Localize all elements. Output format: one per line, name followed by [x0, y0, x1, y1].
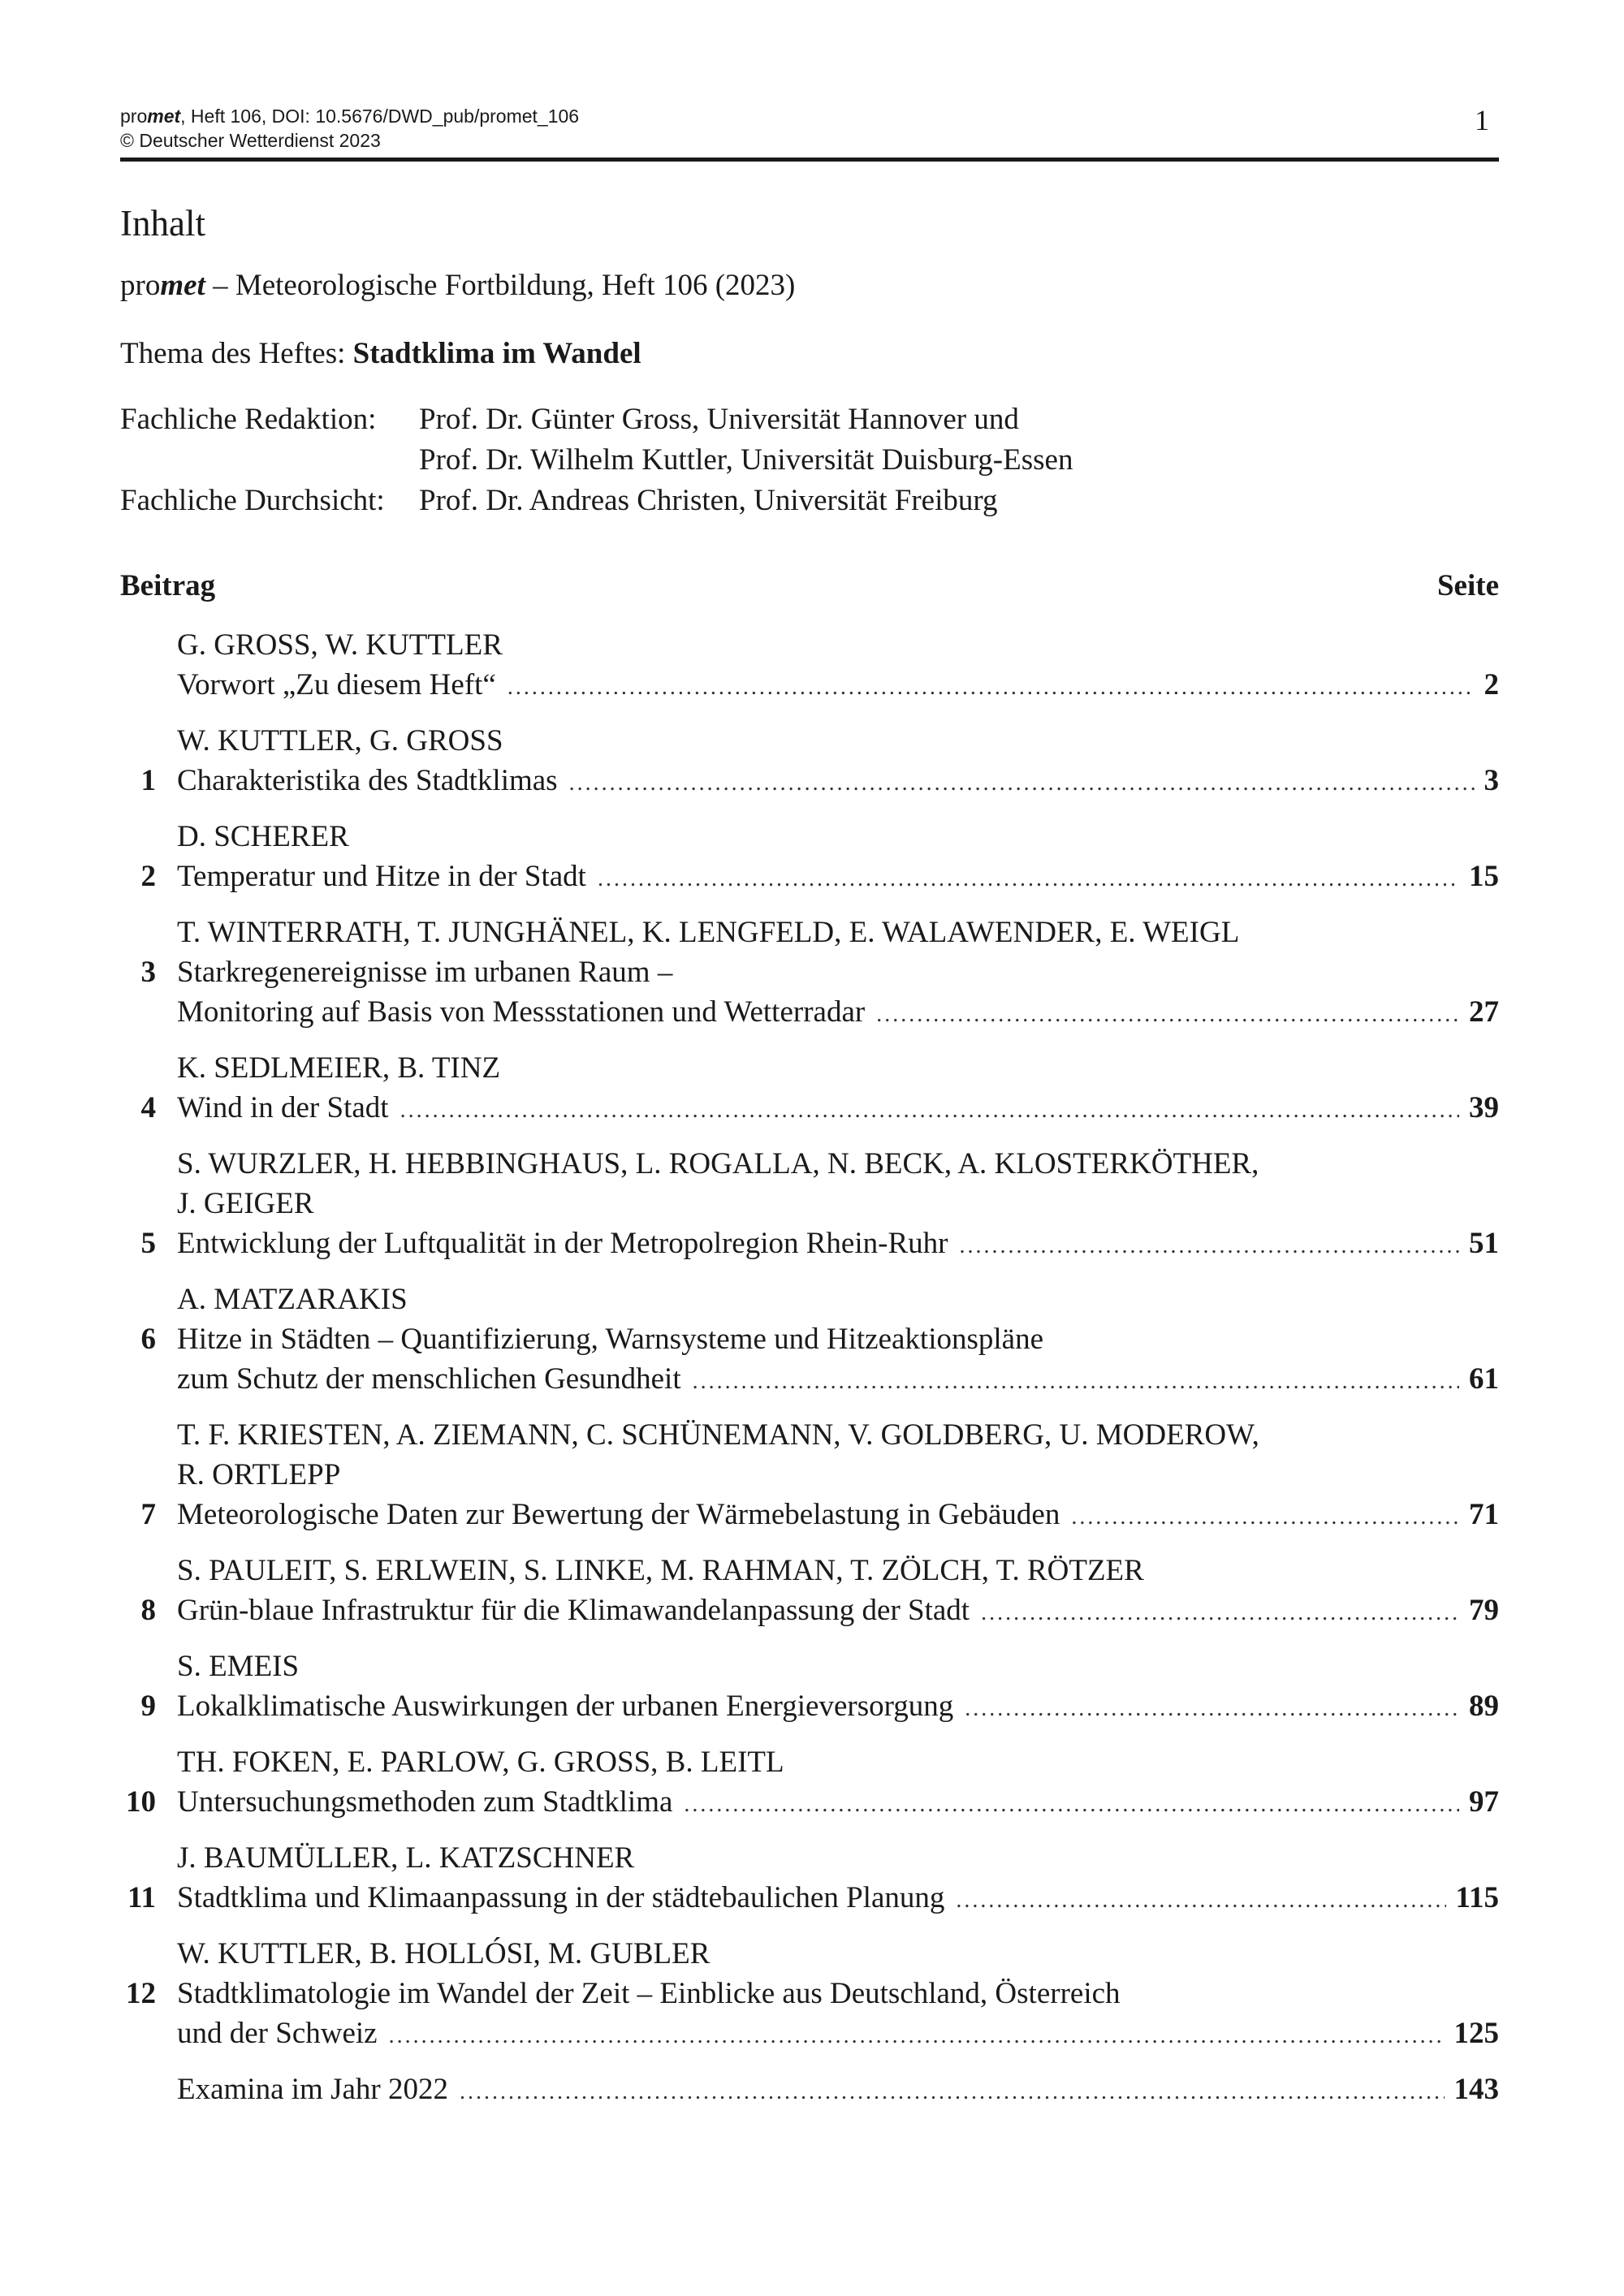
toc-entry-number: 4	[140, 1091, 156, 1124]
toc-title-line	[120, 857, 1499, 896]
toc-title-text: Untersuchungsmethoden zum Stadtklima	[177, 1785, 673, 1819]
brand-met: met	[160, 269, 205, 302]
brand-pro: pro	[120, 106, 148, 127]
toc-page-number: 27	[1469, 995, 1499, 1029]
toc-entry[interactable]	[120, 1415, 1499, 1534]
toc-entry[interactable]	[120, 625, 1499, 705]
toc-authors: S. EMEIS	[177, 1650, 300, 1683]
toc-entry-number: 11	[127, 1881, 156, 1914]
toc-authors: G. GROSS, W. KUTTLER	[177, 628, 503, 662]
dot-leader	[684, 1785, 1459, 1824]
toc-entry[interactable]	[120, 1742, 1499, 1822]
toc-entry-number: 7	[140, 1498, 156, 1531]
toc-title	[177, 992, 1499, 1034]
toc-entry[interactable]	[120, 1934, 1499, 2053]
dot-leader	[876, 995, 1459, 1034]
toc-title-text: Meteorologische Daten zur Bewertung der Wärmebelastung in Gebäuden	[177, 1498, 1060, 1531]
toc-title	[177, 2013, 1499, 2056]
toc-title	[177, 1782, 1499, 1824]
page-header	[120, 104, 1499, 153]
toc-title	[177, 1686, 1499, 1728]
toc-title-text: Vorwort „Zu diesem Heft“	[177, 668, 496, 701]
toc-authors-line	[120, 1742, 1499, 1782]
toc-entry[interactable]	[120, 1551, 1499, 1630]
copyright-line: © Deutscher Wetterdienst 2023	[120, 130, 381, 151]
toc-page-number: 143	[1453, 2073, 1499, 2106]
credit-label-spacer	[120, 440, 419, 481]
toc-title	[177, 1590, 1499, 1633]
toc-authors-line	[120, 1455, 1499, 1495]
toc-title	[177, 857, 1499, 899]
toc-title-text: Monitoring auf Basis von Messstationen und Wetterradar	[177, 995, 866, 1029]
toc-page-number: 39	[1469, 1091, 1499, 1124]
page-number: 1	[1475, 104, 1489, 136]
dot-leader	[460, 2072, 1445, 2112]
toc-title-line	[120, 1878, 1499, 1918]
toc-entry-number: 5	[140, 1227, 156, 1260]
toc-title-line	[120, 1495, 1499, 1534]
toc-authors-line	[120, 913, 1499, 952]
toc-title-line	[120, 1359, 1499, 1399]
toc-entry[interactable]	[120, 817, 1499, 896]
toc-authors: R. ORTLEPP	[177, 1458, 341, 1491]
toc-title-text: Charakteristika des Stadtklimas	[177, 764, 558, 797]
toc-authors-line	[120, 1048, 1499, 1088]
toc-title	[177, 1224, 1499, 1266]
toc-title-line	[120, 1686, 1499, 1726]
dot-leader	[389, 2016, 1445, 2056]
toc-authors-line	[120, 1280, 1499, 1319]
issue-theme	[120, 336, 641, 372]
toc-authors: T. WINTERRATH, T. JUNGHÄNEL, K. LENGFELD, E. WALAWENDER, E. WEIGL	[177, 916, 1240, 949]
dot-leader	[965, 1689, 1459, 1728]
dot-leader	[959, 1226, 1459, 1266]
toc-authors: K. SEDLMEIER, B. TINZ	[177, 1051, 501, 1085]
dot-leader	[956, 1880, 1445, 1920]
toc-title-line	[120, 952, 1499, 992]
toc-authors: S. WURZLER, H. HEBBINGHAUS, L. ROGALLA, N. BECK, A. KLOSTERKÖTHER,	[177, 1147, 1259, 1180]
toc-entry-number: 6	[140, 1323, 156, 1356]
toc-entry[interactable]	[120, 1280, 1499, 1399]
toc-authors: S. PAULEIT, S. ERLWEIN, S. LINKE, M. RAHMAN, T. ZÖLCH, T. RÖTZER	[177, 1554, 1144, 1587]
toc-page-number: 61	[1469, 1362, 1499, 1396]
toc-column-headers	[120, 568, 1499, 604]
dot-leader	[400, 1090, 1459, 1130]
toc-title-text: Wind in der Stadt	[177, 1091, 389, 1124]
toc-title-text: Grün-blaue Infrastruktur für die Klimawandelanpassung der Stadt	[177, 1594, 970, 1627]
toc-title	[177, 2069, 1499, 2112]
toc-authors-line	[120, 1144, 1499, 1184]
toc-page-number: 3	[1484, 764, 1499, 797]
page-title: Inhalt	[120, 203, 205, 244]
toc-title-line	[120, 665, 1499, 705]
toc-page-number: 97	[1469, 1785, 1499, 1819]
dot-leader	[981, 1593, 1459, 1633]
toc-title-line	[120, 1088, 1499, 1128]
toc-title-line	[120, 1590, 1499, 1630]
toc-page-number: 125	[1453, 2017, 1499, 2050]
issue-subtitle	[120, 268, 795, 304]
toc-title-line	[120, 2069, 1499, 2109]
toc-authors: TH. FOKEN, E. PARLOW, G. GROSS, B. LEITL	[177, 1746, 784, 1779]
header-divider	[120, 158, 1499, 162]
toc-authors: A. MATZARAKIS	[177, 1283, 408, 1316]
toc-title-text: und der Schweiz	[177, 2017, 378, 2050]
dot-leader	[598, 859, 1459, 899]
dot-leader	[693, 1362, 1459, 1401]
toc-title-line	[120, 761, 1499, 801]
editorial-credits	[120, 399, 1073, 521]
toc-entry-number: 2	[140, 860, 156, 893]
toc-page-number: 15	[1469, 860, 1499, 893]
toc-title-line	[120, 1224, 1499, 1263]
toc-page-number: 2	[1484, 668, 1499, 701]
toc-title: Stadtklimatologie im Wandel der Zeit – Einblicke aus Deutschland, Österreich	[177, 1977, 1121, 2010]
toc-page-number: 115	[1455, 1881, 1499, 1914]
dot-leader	[508, 667, 1475, 707]
toc-title-text: Temperatur und Hitze in der Stadt	[177, 860, 586, 893]
toc-page-number: 89	[1469, 1690, 1499, 1723]
toc-title-text: Stadtklima und Klimaanpassung in der städtebaulichen Planung	[177, 1881, 945, 1914]
toc-authors-line	[120, 1551, 1499, 1590]
toc-title	[177, 665, 1499, 707]
toc-title-text: Entwicklung der Luftqualität in der Metropolregion Rhein-Ruhr	[177, 1227, 948, 1260]
theme-value: Stadtklima im Wandel	[352, 337, 641, 370]
toc-entry-number: 12	[126, 1977, 156, 2010]
credit-value: Prof. Dr. Wilhelm Kuttler, Universität Duisburg-Essen	[419, 443, 1073, 477]
credit-label: Fachliche Redaktion:	[120, 403, 377, 436]
toc-authors: J. GEIGER	[177, 1187, 314, 1220]
toc-title-text: zum Schutz der menschlichen Gesundheit	[177, 1362, 681, 1396]
toc-entry[interactable]	[120, 721, 1499, 801]
toc-title-line	[120, 992, 1499, 1032]
column-header-beitrag: Beitrag	[120, 569, 216, 602]
toc-page-number: 51	[1469, 1227, 1499, 1260]
toc-title	[177, 1359, 1499, 1401]
toc-entry-number: 3	[140, 956, 156, 989]
toc-title-line	[120, 1782, 1499, 1822]
table-of-contents	[120, 625, 1499, 2126]
dot-leader	[1071, 1497, 1459, 1537]
theme-label: Thema des Heftes:	[120, 337, 353, 370]
toc-title	[177, 1088, 1499, 1130]
credit-row	[120, 399, 1073, 440]
toc-entry-number: 8	[140, 1594, 156, 1627]
toc-entry[interactable]	[120, 1048, 1499, 1128]
toc-title	[177, 1495, 1499, 1537]
toc-entry[interactable]	[120, 913, 1499, 1032]
toc-entry[interactable]	[120, 1646, 1499, 1726]
toc-title: Starkregenereignisse im urbanen Raum –	[177, 956, 673, 989]
credit-row	[120, 481, 1073, 521]
toc-authors: T. F. KRIESTEN, A. ZIEMANN, C. SCHÜNEMANN, V. GOLDBERG, U. MODEROW,	[177, 1418, 1259, 1452]
toc-authors-line	[120, 625, 1499, 665]
toc-entry-number: 1	[140, 764, 156, 797]
toc-entry[interactable]	[120, 1144, 1499, 1263]
credit-value: Prof. Dr. Günter Gross, Universität Hannover und	[419, 403, 1019, 436]
dot-leader	[569, 763, 1475, 803]
toc-authors-line	[120, 817, 1499, 857]
toc-authors: D. SCHERER	[177, 820, 349, 853]
toc-page-number: 79	[1469, 1594, 1499, 1627]
subtitle-text: – Meteorologische Fortbildung, Heft 106 (2023)	[205, 269, 796, 302]
brand-met: met	[147, 106, 181, 127]
toc-title-line	[120, 1974, 1499, 2013]
toc-entry[interactable]	[120, 2069, 1499, 2109]
column-header-seite: Seite	[1436, 569, 1499, 602]
doi-text: , Heft 106, DOI: 10.5676/DWD_pub/promet_106	[180, 106, 580, 127]
toc-title: Hitze in Städten – Quantifizierung, Warnsysteme und Hitzeaktionspläne	[177, 1323, 1044, 1356]
toc-title-text: Lokalklimatische Auswirkungen der urbanen Energieversorgung	[177, 1690, 954, 1723]
toc-title-line	[120, 2013, 1499, 2053]
toc-authors-line	[120, 1646, 1499, 1686]
toc-page-number: 71	[1469, 1498, 1499, 1531]
toc-authors-line	[120, 721, 1499, 761]
toc-authors: W. KUTTLER, B. HOLLÓSI, M. GUBLER	[177, 1937, 710, 1970]
toc-entry-number: 9	[140, 1690, 156, 1723]
toc-authors: W. KUTTLER, G. GROSS	[177, 724, 503, 757]
credit-label: Fachliche Durchsicht:	[120, 484, 385, 517]
toc-authors: J. BAUMÜLLER, L. KATZSCHNER	[177, 1841, 635, 1875]
toc-authors-line	[120, 1838, 1499, 1878]
toc-entry[interactable]	[120, 1838, 1499, 1918]
publication-info	[120, 104, 1499, 153]
toc-entry-number: 10	[126, 1785, 156, 1819]
publication-line	[120, 104, 1499, 128]
toc-title-line	[120, 1319, 1499, 1359]
toc-authors-line	[120, 1415, 1499, 1455]
toc-title	[177, 1878, 1499, 1920]
credit-row	[120, 440, 1073, 481]
toc-title	[177, 761, 1499, 803]
toc-authors-line	[120, 1934, 1499, 1974]
toc-authors-line	[120, 1184, 1499, 1224]
brand-pro: pro	[120, 269, 161, 302]
credit-value: Prof. Dr. Andreas Christen, Universität Freiburg	[419, 484, 998, 517]
toc-title-text: Examina im Jahr 2022	[177, 2073, 448, 2106]
